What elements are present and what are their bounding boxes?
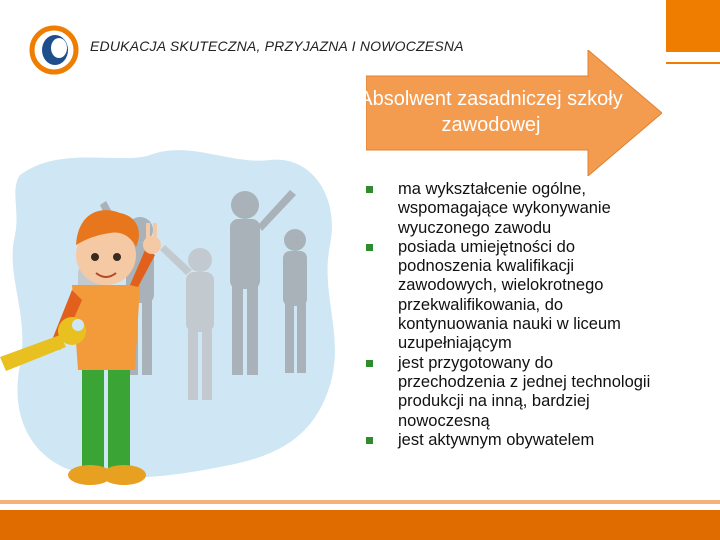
list-item-text: ma wykształcenie ogólne, wspomagające wykonywanie wyuczonego zawodu [398, 180, 611, 237]
square-bullet-icon [366, 186, 373, 193]
square-bullet-icon [366, 244, 373, 251]
corner-accent [666, 0, 720, 52]
qualification-list [362, 180, 662, 450]
student-illustration [0, 135, 360, 505]
footer-bar [0, 510, 720, 540]
list-item [362, 238, 662, 354]
list-item-text: jest przygotowany do przechodzenia z jednej technologii produkcji na inną, bardziej nowoczesną [398, 353, 651, 430]
logo-icon [28, 24, 80, 76]
list-item-text: jest aktywnym obywatelem [398, 430, 595, 449]
footer-divider [0, 500, 720, 504]
list-item-text: posiada umiejętności do podnoszenia kwalifikacji zawodowych, wielokrotnego przekwalifikowania, do kontynuowania nauki w liceum uzupełniającym [398, 237, 621, 353]
list-item [362, 180, 662, 238]
page-header-title: EDUKACJA SKUTECZNA, PRZYJAZNA I NOWOCZESNA [90, 38, 464, 54]
square-bullet-icon [366, 437, 373, 444]
slide-title: Absolwent zasadniczej szkoły zawodowej [359, 88, 623, 136]
square-bullet-icon [366, 360, 373, 367]
list-item [362, 354, 662, 431]
header-divider [666, 62, 720, 64]
list-item [362, 431, 662, 450]
